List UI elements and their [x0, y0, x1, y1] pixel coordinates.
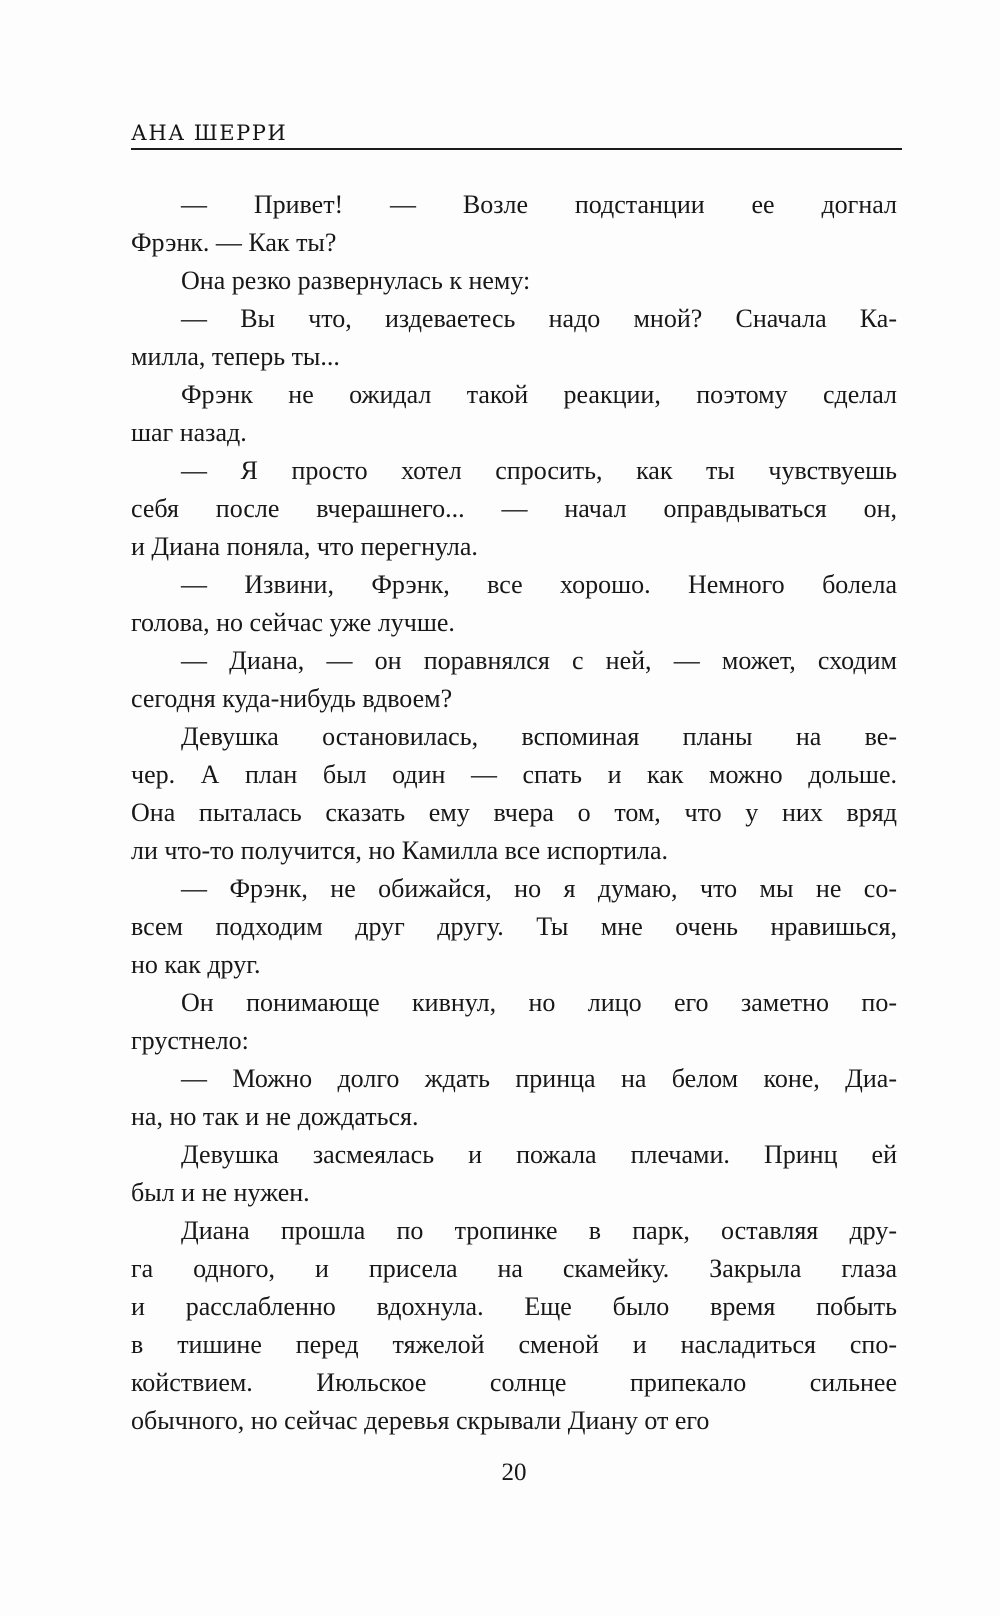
text-line: обычного, но сейчас деревья скрывали Диану от его	[131, 1406, 710, 1435]
text-line: ли что-то получится, но Камилла все испортила.	[131, 836, 669, 865]
text-line: сегодня куда-нибудь вдвоем?	[131, 684, 453, 713]
text-line: всем подходим друг другу. Ты мне очень нравишься,	[131, 912, 897, 941]
text-line: на, но так и не дождаться.	[131, 1102, 419, 1131]
text-line: — Диана, — он поравнялся с ней, — может, сходим	[181, 646, 897, 675]
paragraph	[131, 642, 897, 718]
paragraph	[131, 984, 897, 1060]
header-rule	[131, 148, 902, 150]
page-footer	[131, 1458, 897, 1488]
paragraph	[131, 718, 897, 870]
text-line: Диана прошла по тропинке в парк, оставляя дру-	[181, 1216, 897, 1245]
text-line: га одного, и присела на скамейку. Закрыла глаза	[131, 1254, 897, 1283]
paragraph	[131, 452, 897, 566]
paragraph	[131, 870, 897, 984]
text-line: Фрэнк. — Как ты?	[131, 228, 337, 257]
text-line: койствием. Июльское солнце припекало сильнее	[131, 1368, 897, 1397]
text-line: милла, теперь ты...	[131, 342, 340, 371]
paragraph	[131, 566, 897, 642]
paragraph	[131, 1212, 897, 1440]
text-line: себя после вчерашнего... — начал оправдываться он,	[131, 494, 897, 523]
text-line: — Я просто хотел спросить, как ты чувствуешь	[181, 456, 897, 485]
text-line: — Вы что, издеваетесь надо мной? Сначала Ка-	[181, 304, 897, 333]
text-line: — Можно долго ждать принца на белом коне, Диа-	[181, 1064, 897, 1093]
text-line: Девушка остановилась, вспоминая планы на ве-	[181, 722, 897, 751]
body-text	[131, 186, 897, 1440]
running-header	[131, 121, 902, 150]
text-line: — Фрэнк, не обижайся, но я думаю, что мы не со-	[181, 874, 897, 903]
text-line: Он понимающе кивнул, но лицо его заметно по-	[181, 988, 897, 1017]
text-line: и расслабленно вдохнула. Еще было время побыть	[131, 1292, 897, 1321]
text-line: — Извини, Фрэнк, все хорошо. Немного болела	[181, 570, 897, 599]
paragraph	[131, 262, 897, 300]
page-number: 20	[501, 1459, 527, 1486]
text-line: голова, но сейчас уже лучше.	[131, 608, 455, 637]
text-line: Девушка засмеялась и пожала плечами. Принц ей	[181, 1140, 897, 1169]
paragraph	[131, 1136, 897, 1212]
text-line: чер. А план был один — спать и как можно дольше.	[131, 760, 897, 789]
text-line: в тишине перед тяжелой сменой и насладиться спо-	[131, 1330, 897, 1359]
text-line: и Диана поняла, что перегнула.	[131, 532, 478, 561]
text-line: шаг назад.	[131, 418, 247, 447]
text-line: Она резко развернулась к нему:	[181, 266, 531, 295]
text-line: — Привет! — Возле подстанции ее догнал	[181, 190, 897, 219]
paragraph	[131, 376, 897, 452]
text-line: Она пыталась сказать ему вчера о том, что у них вряд	[131, 798, 897, 827]
text-line: грустнело:	[131, 1026, 249, 1055]
paragraph	[131, 300, 897, 376]
text-line: Фрэнк не ожидал такой реакции, поэтому сделал	[181, 380, 897, 409]
text-line: был и не нужен.	[131, 1178, 310, 1207]
paragraph	[131, 186, 897, 262]
running-header-author: АНА ШЕРРИ	[131, 121, 288, 145]
paragraph	[131, 1060, 897, 1136]
text-line: но как друг.	[131, 950, 261, 979]
